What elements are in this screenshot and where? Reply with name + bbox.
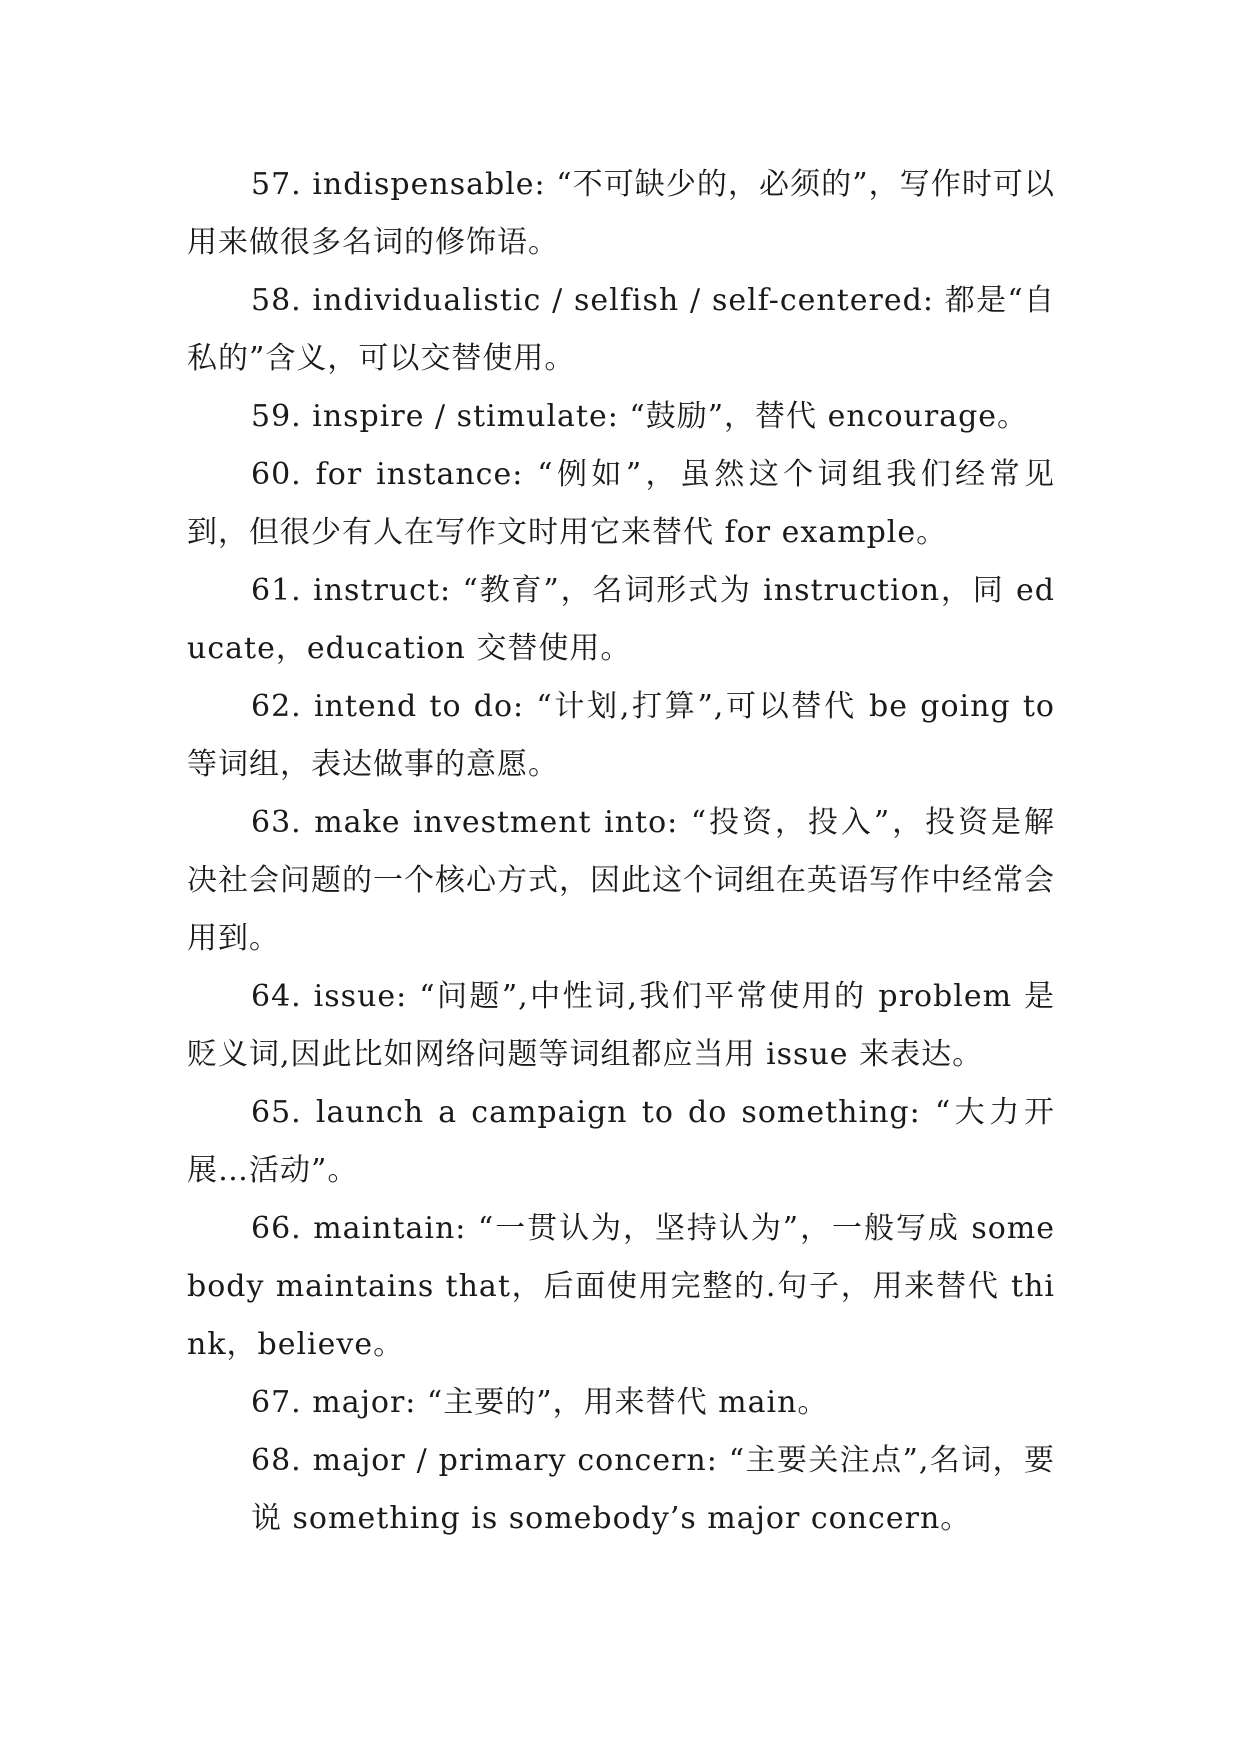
entry-67: 67. major: “主要的”，用来替代 main。 — [251, 1385, 829, 1420]
entry-66: 66. maintain: “一贯认为，坚持认为”，一般写成 somebody maintains that，后面使用完整的.句子，用来替代 think，believe。 — [187, 1211, 1055, 1362]
entry-65: 65. launch a campaign to do something: “大力开展…活动”。 — [187, 1095, 1055, 1188]
entry-58: 58. individualistic / selfish / self-centered: 都是“自私的”含义，可以交替使用。 — [187, 283, 1055, 376]
entry-63: 63. make investment into: “投资，投入”，投资是解决社会问题的一个核心方式，因此这个词组在英语写作中经常会用到。 — [187, 805, 1055, 956]
entry-62: 62. intend to do: “计划,打算”,可以替代 be going to 等词组，表达做事的意愿。 — [187, 689, 1055, 782]
entry-60: 60. for instance: “例如”，虽然这个词组我们经常见到，但很少有人在写作文时用它来替代 for example。 — [187, 457, 1055, 550]
entry-61: 61. instruct: “教育”，名词形式为 instruction，同 educate，education 交替使用。 — [187, 573, 1055, 666]
vocabulary-list — [187, 156, 1055, 1548]
entry-64: 64. issue: “问题”,中性词,我们平常使用的 problem 是贬义词,因此比如网络问题等词组都应当用 issue 来表达。 — [187, 979, 1055, 1072]
entry-57: 57. indispensable: “不可缺少的，必须的”，写作时可以用来做很多名词的修饰语。 — [187, 167, 1055, 260]
entry-59: 59. inspire / stimulate: “鼓励”，替代 encourage。 — [251, 399, 1029, 434]
entry-68: 68. major / primary concern: “主要关注点”,名词，要说 something is somebody’s major concern。 — [251, 1443, 1055, 1536]
